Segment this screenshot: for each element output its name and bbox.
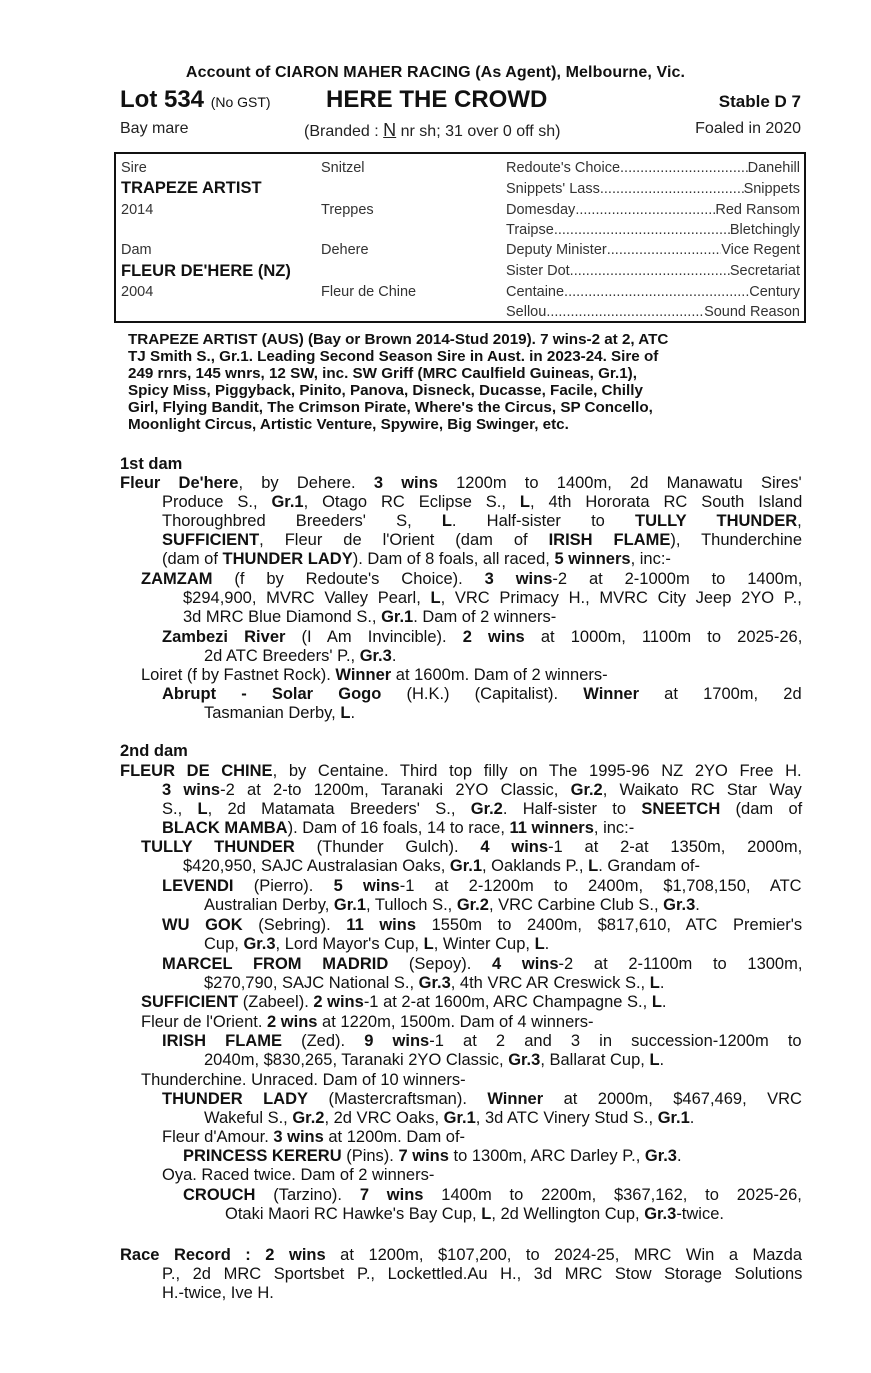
seconddam-line: 2040m, $830,265, Taranaki 2YO Classic, Gr.3, Ballarat Cup, L. (204, 1051, 665, 1069)
horse-details (120, 120, 801, 142)
sire-sire: Snitzel (321, 160, 365, 176)
sire-summary-line: Moonlight Circus, Artistic Venture, Spywire, Big Swinger, etc. (128, 416, 569, 433)
lot-label: Lot 534 (120, 86, 205, 113)
seconddam-line: TULLY THUNDER (Thunder Gulch). 4 wins-1 at 2-at 1350m, 2000m, (141, 838, 803, 856)
seconddam-line: Wakeful S., Gr.2, 2d VRC Oaks, Gr.1, 3d ATC Vinery Stud S., Gr.1. (204, 1109, 695, 1127)
ancestor-row (506, 202, 800, 218)
seconddam-line: MARCEL FROM MADRID (Sepoy). 4 wins-2 at 2-1100m to 1300m, (162, 955, 803, 973)
foaled-year: Foaled in 2020 (695, 120, 801, 137)
lot-number (120, 86, 271, 114)
seconddam-line: Fleur d'Amour. 3 wins at 1200m. Dam of- (162, 1128, 466, 1146)
ancestor-row (506, 160, 800, 176)
horse-name: HERE THE CROWD (326, 86, 548, 113)
ancestor-right: Red Ransom (715, 202, 800, 218)
ancestor-row (506, 222, 800, 238)
seconddam-line: $420,950, SAJC Australasian Oaks, Gr.1, Oaklands P., L. Grandam of- (183, 857, 700, 875)
firstdam-line: Abrupt - Solar Gogo (H.K.) (Capitalist). Winner at 1700m, 2d (162, 685, 802, 703)
seconddam-line: $270,790, SAJC National S., Gr.3, 4th VRC AR Creswick S., L. (204, 974, 665, 992)
seconddam-line: BLACK MAMBA). Dam of 16 foals, 14 to race, 11 winners, inc:- (162, 819, 635, 837)
colour-sex: Bay mare (120, 120, 189, 137)
firstdam-line: 3d MRC Blue Diamond S., Gr.1. Dam of 2 winners- (183, 608, 557, 626)
ancestor-left: Snippets' Lass (506, 181, 600, 197)
seconddam-line: Cup, Gr.3, Lord Mayor's Cup, L, Winter Cup, L. (204, 935, 550, 953)
racerec-line: H.-twice, Ive H. (162, 1284, 274, 1302)
ancestor-left: Centaine (506, 284, 565, 300)
first-dam-heading: 1st dam (120, 455, 183, 473)
firstdam-line: Fleur De'here, by Dehere. 3 wins 1200m to 1400m, 2d Manawatu Sires' (120, 474, 802, 492)
firstdam-line: (dam of THUNDER LADY). Dam of 8 foals, all raced, 5 winners, inc:- (162, 550, 671, 568)
seconddam-line: Oya. Raced twice. Dam of 2 winners- (162, 1166, 435, 1184)
dam-dam: Fleur de Chine (321, 284, 417, 300)
racerec-line: Race Record : 2 wins at 1200m, $107,200, to 2024-25, MRC Win a Mazda (120, 1246, 803, 1264)
ancestor-right: Secretariat (729, 263, 800, 279)
sire-summary-line: 249 rnrs, 145 wnrs, 12 SW, inc. SW Griff (MRC Caulfield Guineas, Gr.1), (128, 365, 637, 382)
sire-summary-line: TJ Smith S., Gr.1. Leading Second Season Sire in Aust. in 2023-24. Sire of (128, 348, 659, 365)
firstdam-line: ZAMZAM (f by Redoute's Choice). 3 wins-2 at 2-1000m to 1400m, (141, 570, 803, 588)
ancestor-row (506, 284, 800, 300)
ancestor-left: Sellou (506, 304, 547, 320)
seconddam-line: SUFFICIENT (Zabeel). 2 wins-1 at 2-at 1600m, ARC Champagne S., L. (141, 993, 667, 1011)
seconddam-line: Otaki Maori RC Hawke's Bay Cup, L, 2d Wellington Cup, Gr.3-twice. (225, 1205, 724, 1223)
seconddam-line: PRINCESS KERERU (Pins). 7 wins to 1300m, ARC Darley P., Gr.3. (183, 1147, 682, 1165)
ancestor-right: Danehill (747, 160, 800, 176)
seconddam-line: Thunderchine. Unraced. Dam of 10 winners- (141, 1071, 466, 1089)
ancestor-row (506, 181, 800, 197)
ancestor-right: Snippets (743, 181, 800, 197)
firstdam-line: SUFFICIENT, Fleur de l'Orient (dam of IRISH FLAME), Thunderchine (162, 531, 803, 549)
ancestor-left: Redoute's Choice (506, 160, 621, 176)
ancestor-row (506, 263, 800, 279)
seconddam-line: Australian Derby, Gr.1, Tulloch S., Gr.2, VRC Carbine Club S., Gr.3. (204, 896, 700, 914)
ancestor-right: Sound Reason (704, 304, 800, 320)
sire-summary-line: Spicy Miss, Piggyback, Pinito, Panova, Disneck, Ducasse, Facile, Chilly (128, 382, 643, 399)
firstdam-line: $294,900, MVRC Valley Pearl, L, VRC Primacy H., MVRC City Jeep 2YO P., (183, 589, 802, 607)
firstdam-line: Thoroughbred Breeders' S, L. Half-sister to TULLY THUNDER, (162, 512, 802, 530)
ancestor-right: Century (749, 284, 800, 300)
dam-sire: Dehere (321, 242, 369, 258)
ancestor-left: Deputy Minister (506, 242, 607, 258)
ancestor-right: Bletchingly (729, 222, 800, 238)
gst-note: (No GST) (210, 94, 271, 110)
seconddam-line: THUNDER LADY (Mastercraftsman). Winner at 2000m, $467,469, VRC (162, 1090, 802, 1108)
seconddam-line: IRISH FLAME (Zed). 9 wins-1 at 2 and 3 in succession-1200m to (162, 1032, 802, 1050)
ancestor-left: Sister Dot (506, 263, 570, 279)
stable-location: Stable D 7 (718, 92, 801, 111)
title-row (120, 86, 801, 118)
seconddam-line: S., L, 2d Matamata Breeders' S., Gr.2. Half-sister to SNEETCH (dam of (162, 800, 803, 818)
seconddam-line: LEVENDI (Pierro). 5 wins-1 at 2-1200m to 2400m, $1,708,150, ATC (162, 877, 802, 895)
brand-suffix: nr sh; 31 over 0 off sh) (400, 123, 561, 140)
firstdam-line: Zambezi River (I Am Invincible). 2 wins at 1000m, 1100m to 2025-26, (162, 628, 803, 646)
seconddam-line: Fleur de l'Orient. 2 wins at 1220m, 1500m. Dam of 4 winners- (141, 1013, 594, 1031)
seconddam-line: CROUCH (Tarzino). 7 wins 1400m to 2200m, $367,162, to 2025-26, (183, 1186, 802, 1204)
brand-info (304, 120, 560, 141)
seconddam-line: 3 wins-2 at 2-to 1200m, Taranaki 2YO Classic, Gr.2, Waikato RC Star Way (162, 781, 802, 799)
dam-label: Dam (121, 242, 152, 258)
ancestor-left: Traipse (506, 222, 554, 238)
seconddam-line: FLEUR DE CHINE, by Centaine. Third top filly on The 1995-96 NZ 2YO Free H. (120, 762, 802, 780)
ancestor-row (506, 242, 800, 258)
sire-label: Sire (121, 160, 147, 176)
firstdam-line: Loiret (f by Fastnet Rock). Winner at 1600m. Dam of 2 winners- (141, 666, 608, 684)
sire-name: TRAPEZE ARTIST (121, 179, 262, 197)
seconddam-line: WU GOK (Sebring). 11 wins 1550m to 2400m, $817,610, ATC Premier's (162, 916, 803, 934)
dam-year: 2004 (121, 284, 154, 300)
sire-summary-line: TRAPEZE ARTIST (AUS) (Bay or Brown 2014-Stud 2019). 7 wins-2 at 2, ATC (128, 331, 669, 348)
firstdam-line: 2d ATC Breeders' P., Gr.3. (204, 647, 397, 665)
pedigree-table (114, 152, 806, 323)
dam-name: FLEUR DE'HERE (NZ) (121, 262, 291, 280)
ancestor-row (506, 304, 800, 320)
firstdam-line: Produce S., Gr.1, Otago RC Eclipse S., L, 4th Hororata RC South Island (162, 493, 803, 511)
firstdam-line: Tasmanian Derby, L. (204, 704, 356, 722)
ancestor-right: Vice Regent (721, 242, 800, 258)
racerec-line: P., 2d MRC Sportsbet P., Lockettled.Au H., 3d MRC Stow Storage Solutions (162, 1265, 803, 1283)
sire-summary-line: Girl, Flying Bandit, The Crimson Pirate, Where's the Circus, SP Concello, (128, 399, 653, 416)
ancestor-left: Domesday (506, 202, 576, 218)
sire-summary (128, 331, 798, 433)
vendor-account: Account of CIARON MAHER RACING (As Agent), Melbourne, Vic. (185, 64, 686, 81)
sire-dam: Treppes (321, 202, 374, 218)
brand-mark: N (383, 120, 397, 140)
brand-prefix: (Branded : (304, 123, 379, 140)
sire-year: 2014 (121, 202, 154, 218)
second-dam-heading: 2nd dam (120, 742, 188, 760)
